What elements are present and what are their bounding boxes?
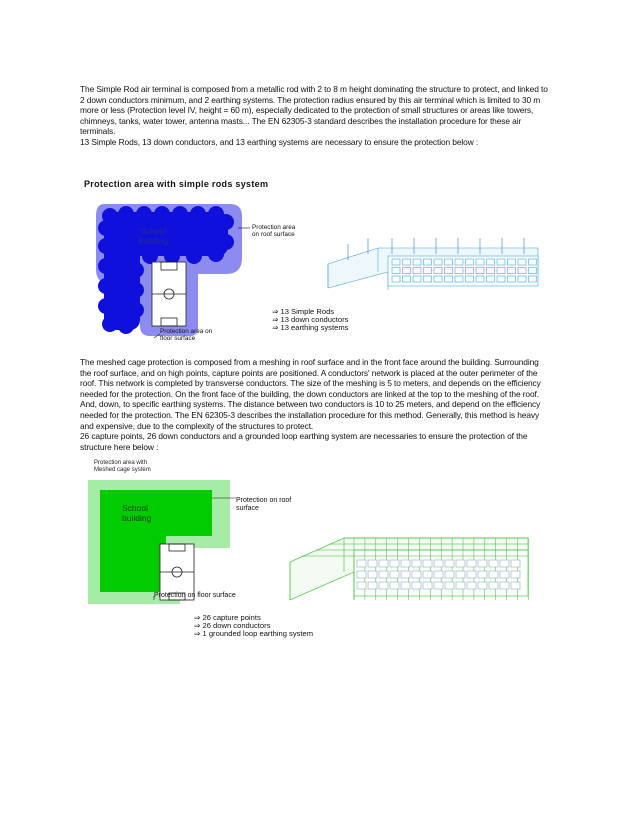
rods-plan-diagram [90,198,250,338]
window [467,571,476,578]
mesh-text [80,357,550,452]
window [390,560,399,567]
window [445,582,454,589]
rods-item: ⇒ 13 Simple Rods [272,307,335,316]
mesh-building-3d [284,520,534,604]
rods-sports-field [152,262,186,326]
window [489,560,498,567]
window [357,571,366,578]
window [379,582,388,589]
window [511,560,520,567]
window [500,560,509,567]
rods-items [272,308,348,332]
mesh-floor-label: Protection on floor surface [154,592,236,599]
window [456,582,465,589]
window [401,560,410,567]
rods-floor-label: Protection area on floor surface [160,328,213,342]
window [368,571,377,578]
mesh-items [194,614,313,638]
window [478,582,487,589]
window [434,571,443,578]
mesh-item: ⇒ 26 capture points [194,613,261,622]
window [434,560,443,567]
rods-item: ⇒ 13 earthing systems [272,323,349,332]
window [357,582,366,589]
intro-paragraph: The Simple Rod air terminal is composed from a metallic rod with 2 to 8 m height dominating the structure to protect, and linked to 2 down conductors minimum, and 2 earthing systems. The protection radius ensured by this air terminal which is limited to 30 m more or less (Protection level IV, height = 60 m), especially dedicated to the protection of small structures or areas like towers, chimneys, tanks, water tower, antenna masts... The EN 62305-3 standard describes the installation procedure for these air terminals. [80,84,548,137]
window [390,571,399,578]
window [401,571,410,578]
window [423,582,432,589]
rods-roof-label: Protection area on roof surface [252,224,296,238]
window [500,582,509,589]
rods-floor-plan [0,0,250,150]
window [368,560,377,567]
mesh-plan-diagram [80,476,240,608]
rods-item: ⇒ 13 down conductors [272,315,349,324]
window [445,571,454,578]
window [489,582,498,589]
window [467,582,476,589]
mesh-building-label: School building [122,503,152,523]
mesh-heading: Protection area with Meshed cage system [94,460,151,473]
window [390,582,399,589]
rods-building-3d [318,234,548,294]
window [511,582,520,589]
mesh-summary: 26 capture points, 26 down conductors and a grounded loop earthing system are necessaries to ensure the protection of the structure here below : [80,431,528,452]
rods-heading: Protection area with simple rods system [84,179,269,189]
window [379,571,388,578]
window [456,560,465,567]
window [511,571,520,578]
intro-summary: 13 Simple Rods, 13 down conductors, and 13 earthing systems are necessary to ensure the protection below : [80,136,479,147]
window [478,571,487,578]
window [478,560,487,567]
window [467,560,476,567]
window [434,582,443,589]
window [412,560,421,567]
mesh-roof-label: Protection on roof surface [236,497,292,512]
window [445,560,454,567]
window [368,582,377,589]
window [500,571,509,578]
mesh-paragraph: The meshed cage protection is composed from a meshing in roof surface and in the front face around the building. Surrounding the roof surface, and on high points, capture points are positioned. A conductors' network is placed at the outer perimeter of the roof. This network is completed by transverse conductors. The size of the meshing is 5 to meters, and depends on the efficiency needed for the protection. On the front face of the building, the down conductors are linked at the top to the meshing of the roof. And, down, to specific earthing systems. The distance between two conductors is 10 to 25 meters, and depend on the efficiency needed for the protection. The EN 62305-3 describes the installation procedure for this method. Generally, this method is heavy and expensive, due to the complexity of the structures to protect. [80,357,541,431]
window [357,560,366,567]
window [423,571,432,578]
window [489,571,498,578]
window [423,560,432,567]
rods-building-label: School Building [138,226,169,246]
window [379,560,388,567]
window [401,582,410,589]
mesh-item: ⇒ 26 down conductors [194,621,271,630]
window [412,571,421,578]
window [456,571,465,578]
mesh-item: ⇒ 1 grounded loop earthing system [194,629,314,638]
window [412,582,421,589]
